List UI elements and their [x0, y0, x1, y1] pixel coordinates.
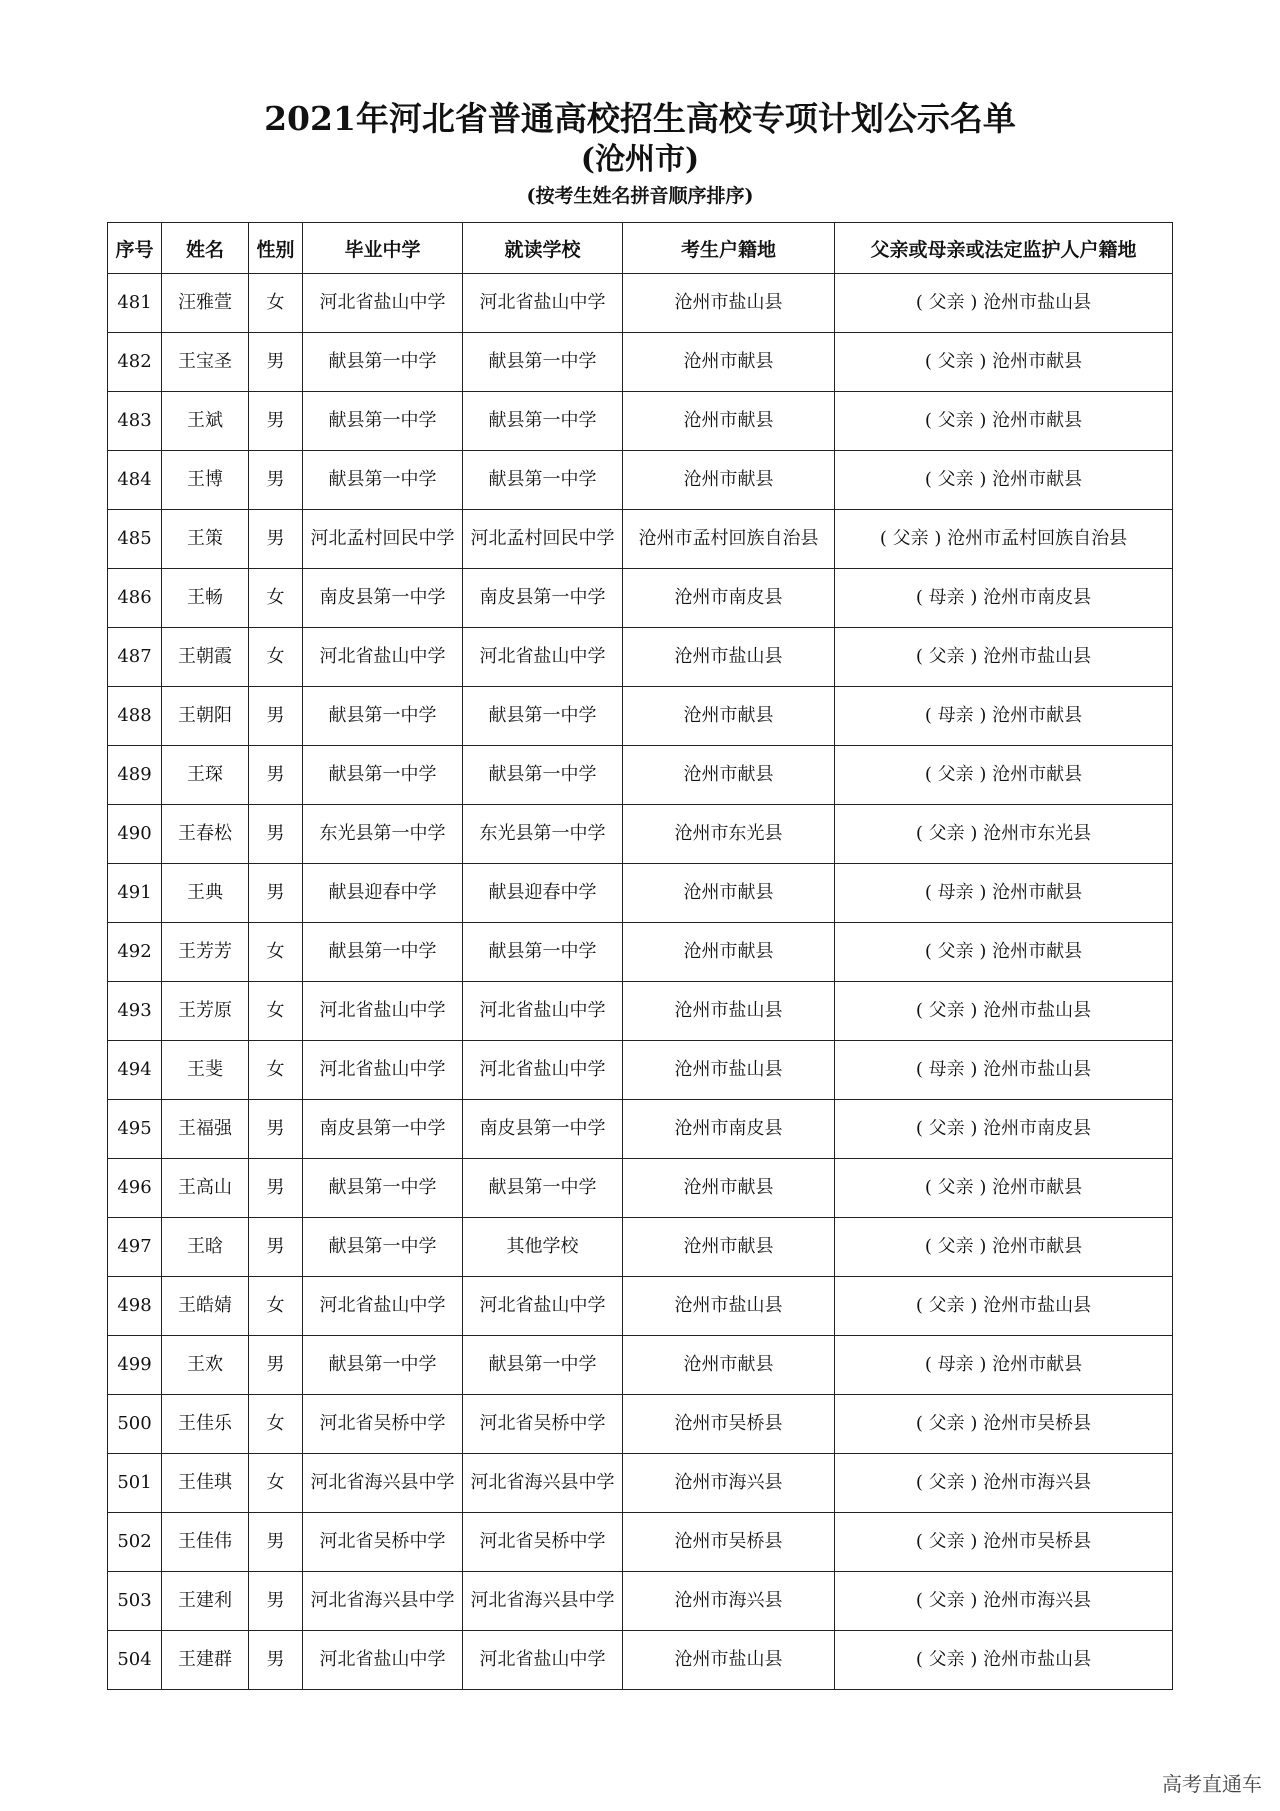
cell-name: 王福强 [162, 1100, 249, 1159]
cell-serial: 487 [108, 628, 162, 687]
table-header-row [108, 223, 1173, 274]
cell-gender: 女 [249, 569, 303, 628]
cell-graduation-school: 献县第一中学 [303, 451, 463, 510]
cell-guardian-residence: ( 父亲 ) 沧州市献县 [835, 746, 1173, 805]
header-guardian-residence: 父亲或母亲或法定监护人户籍地 [835, 223, 1173, 274]
cell-current-school: 河北省盐山中学 [463, 1631, 623, 1690]
cell-current-school: 河北省盐山中学 [463, 628, 623, 687]
cell-graduation-school: 河北省海兴县中学 [303, 1454, 463, 1513]
title-block [0, 98, 1280, 210]
cell-graduation-school: 河北省盐山中学 [303, 1631, 463, 1690]
cell-student-residence: 沧州市献县 [623, 923, 835, 982]
cell-name: 王博 [162, 451, 249, 510]
roster-table [107, 222, 1173, 1690]
cell-name: 王春松 [162, 805, 249, 864]
cell-graduation-school: 献县第一中学 [303, 746, 463, 805]
cell-graduation-school: 献县迎春中学 [303, 864, 463, 923]
table-row [108, 1041, 1173, 1100]
cell-student-residence: 沧州市献县 [623, 333, 835, 392]
cell-gender: 男 [249, 392, 303, 451]
cell-serial: 498 [108, 1277, 162, 1336]
cell-gender: 男 [249, 1100, 303, 1159]
cell-graduation-school: 河北省吴桥中学 [303, 1513, 463, 1572]
cell-guardian-residence: ( 母亲 ) 沧州市盐山县 [835, 1041, 1173, 1100]
table-row [108, 982, 1173, 1041]
table-row [108, 274, 1173, 333]
cell-gender: 男 [249, 333, 303, 392]
cell-guardian-residence: ( 父亲 ) 沧州市献县 [835, 392, 1173, 451]
cell-gender: 女 [249, 1395, 303, 1454]
cell-student-residence: 沧州市孟村回族自治县 [623, 510, 835, 569]
cell-guardian-residence: ( 父亲 ) 沧州市盐山县 [835, 274, 1173, 333]
cell-serial: 492 [108, 923, 162, 982]
cell-student-residence: 沧州市献县 [623, 864, 835, 923]
cell-serial: 496 [108, 1159, 162, 1218]
cell-current-school: 南皮县第一中学 [463, 569, 623, 628]
cell-student-residence: 沧州市献县 [623, 451, 835, 510]
cell-student-residence: 沧州市南皮县 [623, 1100, 835, 1159]
table-row [108, 392, 1173, 451]
cell-graduation-school: 南皮县第一中学 [303, 569, 463, 628]
cell-serial: 486 [108, 569, 162, 628]
cell-name: 王畅 [162, 569, 249, 628]
table-row [108, 1513, 1173, 1572]
cell-student-residence: 沧州市献县 [623, 687, 835, 746]
table-row [108, 628, 1173, 687]
cell-serial: 491 [108, 864, 162, 923]
table-row [108, 1100, 1173, 1159]
cell-current-school: 献县第一中学 [463, 333, 623, 392]
table-row [108, 1277, 1173, 1336]
cell-gender: 男 [249, 746, 303, 805]
cell-guardian-residence: ( 父亲 ) 沧州市盐山县 [835, 628, 1173, 687]
document-subtitle: (沧州市) [580, 142, 700, 177]
cell-gender: 男 [249, 1631, 303, 1690]
cell-gender: 男 [249, 510, 303, 569]
cell-guardian-residence: ( 父亲 ) 沧州市献县 [835, 333, 1173, 392]
cell-name: 王斐 [162, 1041, 249, 1100]
cell-name: 王晗 [162, 1218, 249, 1277]
cell-guardian-residence: ( 父亲 ) 沧州市孟村回族自治县 [835, 510, 1173, 569]
table-row [108, 451, 1173, 510]
table-row [108, 1395, 1173, 1454]
cell-gender: 女 [249, 1277, 303, 1336]
cell-serial: 481 [108, 274, 162, 333]
cell-serial: 500 [108, 1395, 162, 1454]
cell-graduation-school: 东光县第一中学 [303, 805, 463, 864]
cell-gender: 女 [249, 1454, 303, 1513]
cell-guardian-residence: ( 父亲 ) 沧州市献县 [835, 1159, 1173, 1218]
cell-graduation-school: 南皮县第一中学 [303, 1100, 463, 1159]
cell-graduation-school: 河北省海兴县中学 [303, 1572, 463, 1631]
header-name: 姓名 [162, 223, 249, 274]
cell-gender: 女 [249, 628, 303, 687]
cell-graduation-school: 河北省盐山中学 [303, 982, 463, 1041]
cell-student-residence: 沧州市盐山县 [623, 1631, 835, 1690]
cell-name: 王斌 [162, 392, 249, 451]
cell-name: 王建利 [162, 1572, 249, 1631]
cell-serial: 499 [108, 1336, 162, 1395]
table-row [108, 1572, 1173, 1631]
cell-guardian-residence: ( 母亲 ) 沧州市献县 [835, 687, 1173, 746]
cell-student-residence: 沧州市盐山县 [623, 982, 835, 1041]
cell-name: 王琛 [162, 746, 249, 805]
table-row [108, 333, 1173, 392]
cell-graduation-school: 河北省吴桥中学 [303, 1395, 463, 1454]
cell-serial: 484 [108, 451, 162, 510]
cell-current-school: 河北省海兴县中学 [463, 1572, 623, 1631]
table-row [108, 1218, 1173, 1277]
cell-name: 王朝霞 [162, 628, 249, 687]
cell-gender: 女 [249, 1041, 303, 1100]
cell-guardian-residence: ( 父亲 ) 沧州市吴桥县 [835, 1513, 1173, 1572]
table-row [108, 510, 1173, 569]
table-row [108, 1454, 1173, 1513]
cell-name: 王佳琪 [162, 1454, 249, 1513]
header-current-school: 就读学校 [463, 223, 623, 274]
cell-guardian-residence: ( 父亲 ) 沧州市吴桥县 [835, 1395, 1173, 1454]
cell-name: 王佳伟 [162, 1513, 249, 1572]
header-student-residence: 考生户籍地 [623, 223, 835, 274]
cell-student-residence: 沧州市献县 [623, 1218, 835, 1277]
cell-name: 王芳芳 [162, 923, 249, 982]
cell-guardian-residence: ( 父亲 ) 沧州市献县 [835, 451, 1173, 510]
cell-student-residence: 沧州市海兴县 [623, 1572, 835, 1631]
cell-serial: 488 [108, 687, 162, 746]
cell-student-residence: 沧州市献县 [623, 1159, 835, 1218]
cell-name: 王高山 [162, 1159, 249, 1218]
cell-current-school: 献县第一中学 [463, 746, 623, 805]
cell-gender: 男 [249, 451, 303, 510]
cell-graduation-school: 献县第一中学 [303, 923, 463, 982]
cell-name: 王芳原 [162, 982, 249, 1041]
cell-name: 王佳乐 [162, 1395, 249, 1454]
cell-graduation-school: 献县第一中学 [303, 687, 463, 746]
table-row [108, 864, 1173, 923]
cell-graduation-school: 河北省盐山中学 [303, 274, 463, 333]
cell-student-residence: 沧州市献县 [623, 1336, 835, 1395]
cell-student-residence: 沧州市献县 [623, 392, 835, 451]
cell-serial: 502 [108, 1513, 162, 1572]
cell-current-school: 河北省盐山中学 [463, 1277, 623, 1336]
table-row [108, 1336, 1173, 1395]
cell-serial: 489 [108, 746, 162, 805]
cell-student-residence: 沧州市献县 [623, 746, 835, 805]
cell-guardian-residence: ( 父亲 ) 沧州市献县 [835, 923, 1173, 982]
cell-serial: 501 [108, 1454, 162, 1513]
cell-name: 王典 [162, 864, 249, 923]
cell-guardian-residence: ( 母亲 ) 沧州市南皮县 [835, 569, 1173, 628]
table-row [108, 569, 1173, 628]
cell-name: 王朝阳 [162, 687, 249, 746]
cell-current-school: 献县第一中学 [463, 687, 623, 746]
table-row [108, 805, 1173, 864]
cell-graduation-school: 河北孟村回民中学 [303, 510, 463, 569]
cell-guardian-residence: ( 母亲 ) 沧州市献县 [835, 1336, 1173, 1395]
cell-student-residence: 沧州市南皮县 [623, 569, 835, 628]
cell-current-school: 河北省吴桥中学 [463, 1513, 623, 1572]
cell-current-school: 河北省盐山中学 [463, 1041, 623, 1100]
cell-gender: 男 [249, 1159, 303, 1218]
table-row [108, 1159, 1173, 1218]
cell-serial: 485 [108, 510, 162, 569]
cell-graduation-school: 河北省盐山中学 [303, 1041, 463, 1100]
cell-student-residence: 沧州市盐山县 [623, 1277, 835, 1336]
cell-gender: 男 [249, 687, 303, 746]
document-title: 2021年河北省普通高校招生高校专项计划公示名单 [264, 99, 1016, 138]
cell-name: 王皓婧 [162, 1277, 249, 1336]
cell-student-residence: 沧州市吴桥县 [623, 1513, 835, 1572]
cell-graduation-school: 献县第一中学 [303, 333, 463, 392]
table-row [108, 687, 1173, 746]
cell-guardian-residence: ( 父亲 ) 沧州市海兴县 [835, 1572, 1173, 1631]
cell-current-school: 河北省盐山中学 [463, 982, 623, 1041]
cell-guardian-residence: ( 父亲 ) 沧州市海兴县 [835, 1454, 1173, 1513]
table-body [108, 274, 1173, 1690]
header-serial: 序号 [108, 223, 162, 274]
table-row [108, 746, 1173, 805]
cell-current-school: 献县第一中学 [463, 1159, 623, 1218]
cell-guardian-residence: ( 父亲 ) 沧州市南皮县 [835, 1100, 1173, 1159]
cell-name: 王欢 [162, 1336, 249, 1395]
cell-student-residence: 沧州市东光县 [623, 805, 835, 864]
table-row [108, 1631, 1173, 1690]
cell-serial: 490 [108, 805, 162, 864]
cell-graduation-school: 河北省盐山中学 [303, 1277, 463, 1336]
cell-guardian-residence: ( 父亲 ) 沧州市盐山县 [835, 982, 1173, 1041]
cell-gender: 男 [249, 805, 303, 864]
cell-name: 王策 [162, 510, 249, 569]
cell-graduation-school: 献县第一中学 [303, 392, 463, 451]
header-graduation-school: 毕业中学 [303, 223, 463, 274]
cell-serial: 504 [108, 1631, 162, 1690]
cell-guardian-residence: ( 父亲 ) 沧州市献县 [835, 1218, 1173, 1277]
cell-current-school: 河北省盐山中学 [463, 274, 623, 333]
cell-name: 汪雅萱 [162, 274, 249, 333]
cell-student-residence: 沧州市海兴县 [623, 1454, 835, 1513]
cell-guardian-residence: ( 父亲 ) 沧州市东光县 [835, 805, 1173, 864]
cell-gender: 女 [249, 982, 303, 1041]
cell-current-school: 献县第一中学 [463, 923, 623, 982]
cell-gender: 女 [249, 923, 303, 982]
cell-graduation-school: 河北省盐山中学 [303, 628, 463, 687]
cell-serial: 497 [108, 1218, 162, 1277]
cell-graduation-school: 献县第一中学 [303, 1159, 463, 1218]
watermark: 高考直通车 [1162, 1772, 1262, 1796]
cell-serial: 482 [108, 333, 162, 392]
cell-name: 王建群 [162, 1631, 249, 1690]
cell-serial: 493 [108, 982, 162, 1041]
cell-name: 王宝圣 [162, 333, 249, 392]
cell-current-school: 其他学校 [463, 1218, 623, 1277]
cell-gender: 男 [249, 1336, 303, 1395]
cell-guardian-residence: ( 母亲 ) 沧州市献县 [835, 864, 1173, 923]
cell-graduation-school: 献县第一中学 [303, 1218, 463, 1277]
cell-gender: 男 [249, 864, 303, 923]
cell-current-school: 献县第一中学 [463, 451, 623, 510]
cell-serial: 503 [108, 1572, 162, 1631]
cell-current-school: 献县迎春中学 [463, 864, 623, 923]
cell-current-school: 河北省吴桥中学 [463, 1395, 623, 1454]
cell-gender: 男 [249, 1572, 303, 1631]
cell-current-school: 河北省海兴县中学 [463, 1454, 623, 1513]
cell-serial: 494 [108, 1041, 162, 1100]
cell-student-residence: 沧州市盐山县 [623, 1041, 835, 1100]
cell-gender: 女 [249, 274, 303, 333]
cell-serial: 483 [108, 392, 162, 451]
cell-current-school: 献县第一中学 [463, 392, 623, 451]
cell-student-residence: 沧州市吴桥县 [623, 1395, 835, 1454]
cell-student-residence: 沧州市盐山县 [623, 628, 835, 687]
sort-note: (按考生姓名拼音顺序排序) [526, 185, 754, 207]
cell-gender: 男 [249, 1513, 303, 1572]
cell-gender: 男 [249, 1218, 303, 1277]
cell-graduation-school: 献县第一中学 [303, 1336, 463, 1395]
header-gender: 性别 [249, 223, 303, 274]
cell-current-school: 献县第一中学 [463, 1336, 623, 1395]
cell-current-school: 南皮县第一中学 [463, 1100, 623, 1159]
cell-guardian-residence: ( 父亲 ) 沧州市盐山县 [835, 1631, 1173, 1690]
table-row [108, 923, 1173, 982]
cell-current-school: 河北孟村回民中学 [463, 510, 623, 569]
cell-guardian-residence: ( 父亲 ) 沧州市盐山县 [835, 1277, 1173, 1336]
cell-current-school: 东光县第一中学 [463, 805, 623, 864]
cell-serial: 495 [108, 1100, 162, 1159]
cell-student-residence: 沧州市盐山县 [623, 274, 835, 333]
